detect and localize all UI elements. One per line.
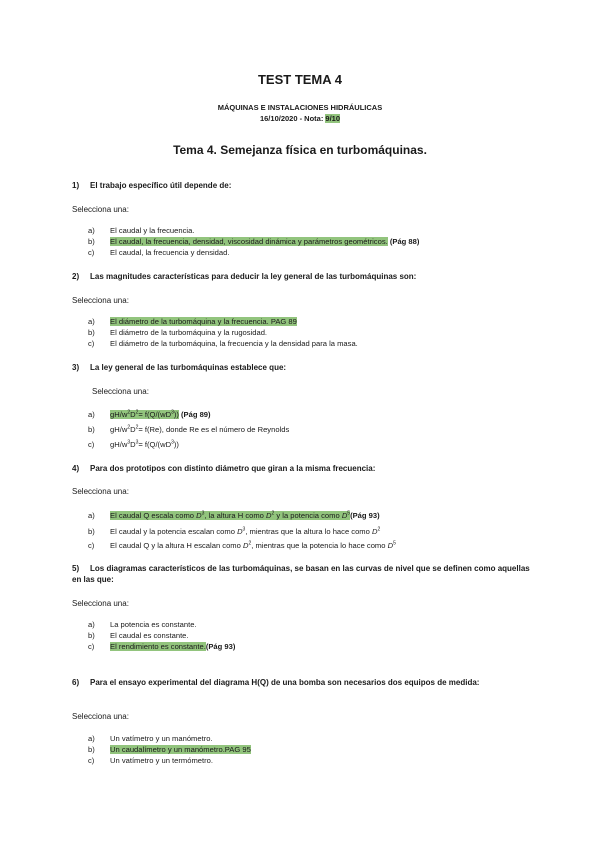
page-title: TEST TEMA 4 [257,72,343,87]
q1-option-c[interactable]: c) El caudal, la frecuencia y densidad. [88,248,230,257]
q5-option-b[interactable]: b) El caudal es constante. [88,631,189,640]
question-4: 4) Para dos prototipos con distinto diámetro que giran a la misma frecuencia: [72,464,376,473]
q2-option-a[interactable]: a) El diámetro de la turbomáquina y la frecuencia. PAG 89 [88,317,297,326]
question-5: 5) Los diagramas característicos de las turbomáquinas, se basan en las curvas de nivel que se definen como aquellas en las que: [72,564,530,584]
q4-option-a[interactable]: a) El caudal Q escala como $D^3$, la altura H como $D^2$ y la potencia como $D^5(Pág$ 93) [88,510,380,520]
select-label: Selecciona una: [72,712,129,721]
select-label: Selecciona una: [72,599,129,608]
q1-option-a[interactable]: a) El caudal y la frecuencia. [88,226,195,235]
q3-option-a[interactable]: a) $gH/w^2D^2= f(Q/(wD^3))$ (Pág 89) [88,409,211,419]
grade-value: 9/10 [325,114,341,123]
q6-option-a[interactable]: a) Un vatímetro y un manómetro. [88,734,213,743]
q2-option-b[interactable]: b) El diámetro de la turbomáquina y la rugosidad. [88,328,268,337]
q3-option-b[interactable]: b) $gH/w^2D^2= f(Re)$, donde Re es el número de Reynolds [88,424,290,434]
date-grade-label: 16/10/2020 - Nota: [259,114,326,123]
select-label: Selecciona una: [72,296,129,305]
select-label: Selecciona una: [72,487,129,496]
q5-option-a[interactable]: a) La potencia es constante. [88,620,197,629]
q6-option-c[interactable]: c) Un vatímetro y un termómetro. [88,756,213,765]
select-label: Selecciona una: [92,387,149,396]
q6-option-b[interactable]: b) Un caudalímetro y un manómetro.PAG 95 [88,745,251,754]
q4-option-b[interactable]: b) El caudal y la potencia escalan como $D^3$, mientras que la altura lo hace como $D^2$ [88,526,381,536]
section-title: Tema 4. Semejanza física en turbomáquinas. [173,143,427,157]
q3-option-c[interactable]: c) $gH/w^3D^3= f(Q/(wD^3))$ [88,439,179,449]
question-1: 1) El trabajo específico útil depende de: [72,181,232,190]
date-grade-line [0,114,600,123]
select-label: Selecciona una: [72,205,129,214]
q5-option-c[interactable]: c) El rendimiento es constante.(Pág 93) [88,642,236,651]
q4-option-c[interactable]: c) El caudal Q y la altura H escalan como $D^2$, mientras que la potencia lo hace como $D^5$ [88,540,396,550]
question-2: 2) Las magnitudes características para deducir la ley general de las turbomáquinas son: [72,272,417,281]
q1-option-b[interactable]: b) El caudal, la frecuencia, densidad, viscosidad dinámica y parámetros geométricos. (Pág 88) [88,237,420,246]
q2-option-c[interactable]: c) El diámetro de la turbomáquina, la frecuencia y la densidad para la masa. [88,339,358,348]
subject-title: MÁQUINAS E INSTALACIONES HIDRÁULICAS [217,103,383,112]
question-6: 6) Para el ensayo experimental del diagrama H(Q) de una bomba son necesarios dos equipos de medida: [72,678,480,687]
question-3: 3) La ley general de las turbomáquinas establece que: [72,363,287,372]
